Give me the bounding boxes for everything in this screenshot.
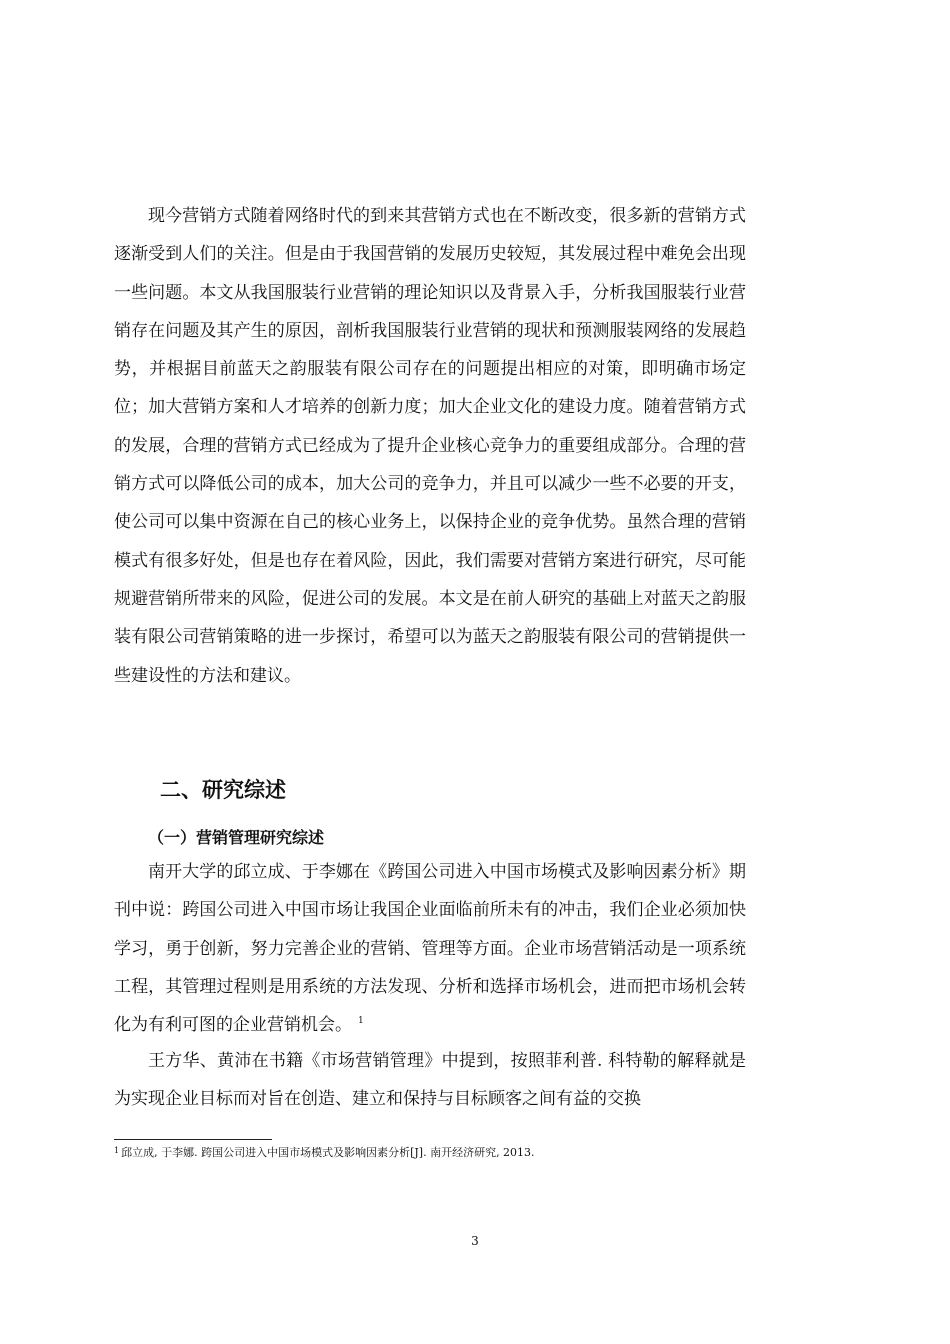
section-heading: 二、研究综述	[160, 778, 286, 802]
footnote-separator	[114, 1139, 272, 1140]
footnote-text: 邱立成, 于李娜. 跨国公司进入中国市场模式及影响因素分析[J]. 南开经济研究, 2013.	[121, 1146, 535, 1159]
subsection-heading: （一）营销管理研究综述	[148, 828, 325, 847]
footnote-reference[interactable]: 1	[358, 1016, 364, 1027]
page-number: 3	[471, 1234, 479, 1248]
review-paragraph-1	[114, 853, 746, 1044]
review-paragraph-2: 王方华、黄沛在书籍《市场营销管理》中提到，按照菲利普. 科特勒的解释就是为实现企业目标而对旨在创造、建立和保持与目标顾客之间有益的交换	[114, 1051, 746, 1110]
footnote	[114, 1145, 754, 1161]
footnote-marker: 1	[114, 1146, 120, 1155]
intro-paragraph: 现今营销方式随着网络时代的到来其营销方式也在不断改变，很多新的营销方式逐渐受到人们的关注。但是由于我国营销的发展历史较短，其发展过程中难免会出现一些问题。本文从我国服装行业营销的理论知识以及背景入手，分析我国服装行业营销存在问题及其产生的原因，剖析我国服装行业营销的现状和预测服装网络的发展趋势，并根据目前蓝天之韵服装有限公司存在的问题提出相应的对策，即明确市场定位；加大营销方案和人才培养的创新力度；加大企业文化的建设力度。随着营销方式的发展，合理的营销方式已经成为了提升企业核心竞争力的重要组成部分。合理的营销方式可以降低公司的成本，加大公司的竞争力，并且可以减少一些不必要的开支，使公司可以集中资源在自己的核心业务上，以保持企业的竞争优势。虽然合理的营销模式有很多好处，但是也存在着风险，因此，我们需要对营销方案进行研究，尽可能规避营销所带来的风险，促进公司的发展。本文是在前人研究的基础上对蓝天之韵服装有限公司营销策略的进一步探讨，希望可以为蓝天之韵服装有限公司的营销提供一些建设性的方法和建议。	[114, 206, 746, 686]
review-paragraph-1-text: 南开大学的邱立成、于李娜在《跨国公司进入中国市场模式及影响因素分析》期刊中说：跨国公司进入中国市场让我国企业面临前所未有的冲击，我们企业必须加快学习，勇于创新，努力完善企业的营销、管理等方面。企业市场营销活动是一项系统工程，其管理过程则是用系统的方法发现、分析和选择市场机会，进而把市场机会转化为有利可图的企业营销机会。	[114, 862, 746, 1036]
